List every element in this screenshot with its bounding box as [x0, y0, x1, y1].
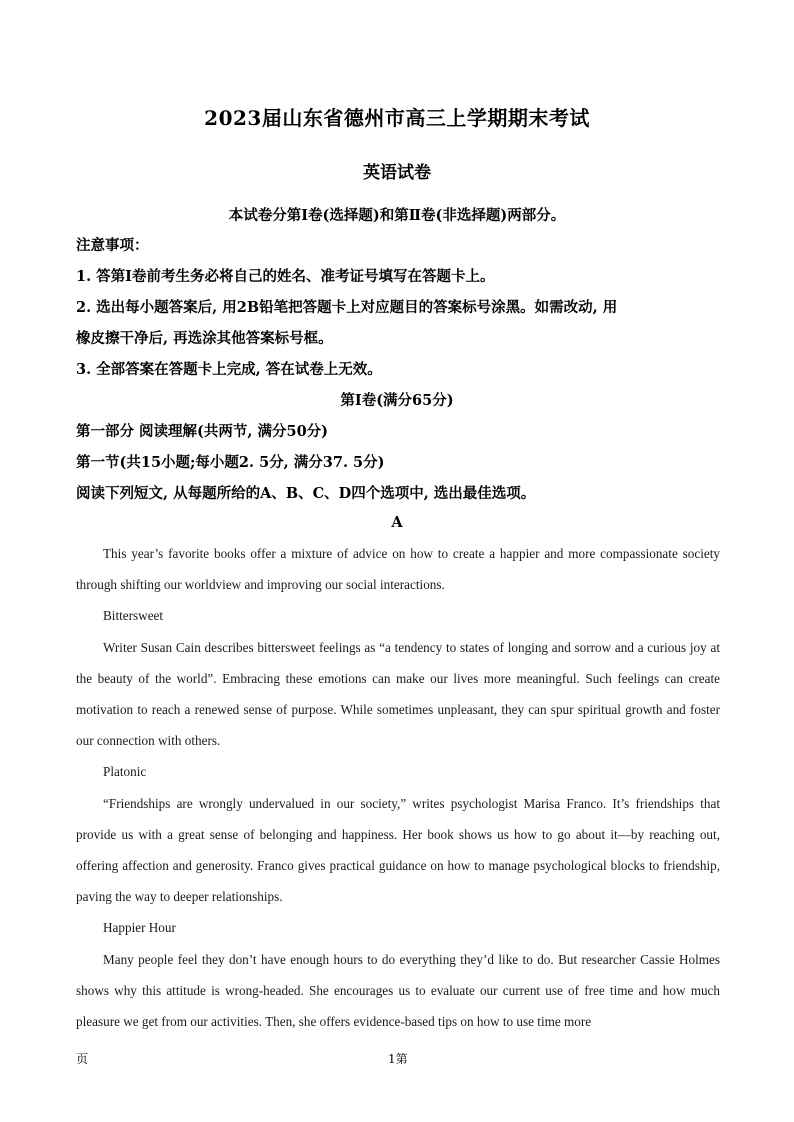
notice-item-1: 1. 答第I卷前考生务必将自己的姓名、准考证号填写在答题卡上。 [76, 268, 495, 285]
passage-label: A [391, 514, 403, 531]
notice-item-2-line-2: 橡皮擦干净后, 再选涂其他答案标号框。 [76, 330, 333, 347]
book-text-platonic: “Friendships are wrongly undervalued in our society,” writes psychologist Marisa Franco. It’s friendships that provide us with a great sense of belonging and happiness. Her book shows us how to go about it—by reaching out, offering affection and generosity. Franco gives practical guidance on how to manage psychological blocks to friendship, paving the way to deeper relationships. [76, 795, 720, 905]
passage-body [76, 538, 720, 1037]
instruction-line: 阅读下列短文, 从每题所给的A、B、C、D四个选项中, 选出最佳选项。 [76, 485, 536, 502]
passage-intro: This year’s favorite books offer a mixture of advice on how to create a happier and more compassionate society through shifting our worldview and improving our social interactions. [76, 546, 720, 593]
book-text-bittersweet: Writer Susan Cain describes bittersweet feelings as “a tendency to states of longing and sorrow and a curious joy at the beauty of the world”. Embracing these emotions can make our lives more meaningful. Such feelings can create motivation to reach a renewed sense of purpose. While sometimes unpleasant, they can spur spiritual growth and foster our connection with others. [76, 639, 720, 749]
page-number: 1第 [388, 1052, 408, 1066]
notice-heading: 注意事项： [76, 237, 149, 254]
book-text-happier-hour: Many people feel they don’t have enough hours to do everything they’d like to do. But researcher Cassie Holmes shows why this attitude is wrong-headed. She encourages us to evaluate our current use of free time and how much pleasure we get from our activities. Then, she offers evidence-based tips on how to use time more [76, 951, 720, 1030]
exam-subtitle: 英语试卷 [363, 163, 431, 183]
notice-item-2-line-1: 2. 选出每小题答案后, 用2B铅笔把答题卡上对应题目的答案标号涂黑。如需改动, 用 [76, 299, 618, 316]
volume-heading: 第I卷(满分65分) [340, 392, 454, 409]
part-heading: 第一部分 阅读理解(共两节, 满分50分) [76, 423, 329, 440]
exam-title: 2023届山东省德州市高三上学期期末考试 [204, 106, 590, 130]
book-title-platonic: Platonic [103, 764, 147, 780]
intro-line: 本试卷分第I卷(选择题)和第Ⅱ卷(非选择题)两部分。 [228, 207, 566, 224]
subsection-heading: 第一节(共15小题;每小题2. 5分, 满分37. 5分) [76, 454, 385, 471]
notice-item-3: 3. 全部答案在答题卡上完成, 答在试卷上无效。 [76, 361, 382, 378]
page-footer-left: 页 [76, 1052, 89, 1066]
book-title-bittersweet: Bittersweet [103, 608, 164, 624]
book-title-happier-hour: Happier Hour [103, 920, 176, 936]
